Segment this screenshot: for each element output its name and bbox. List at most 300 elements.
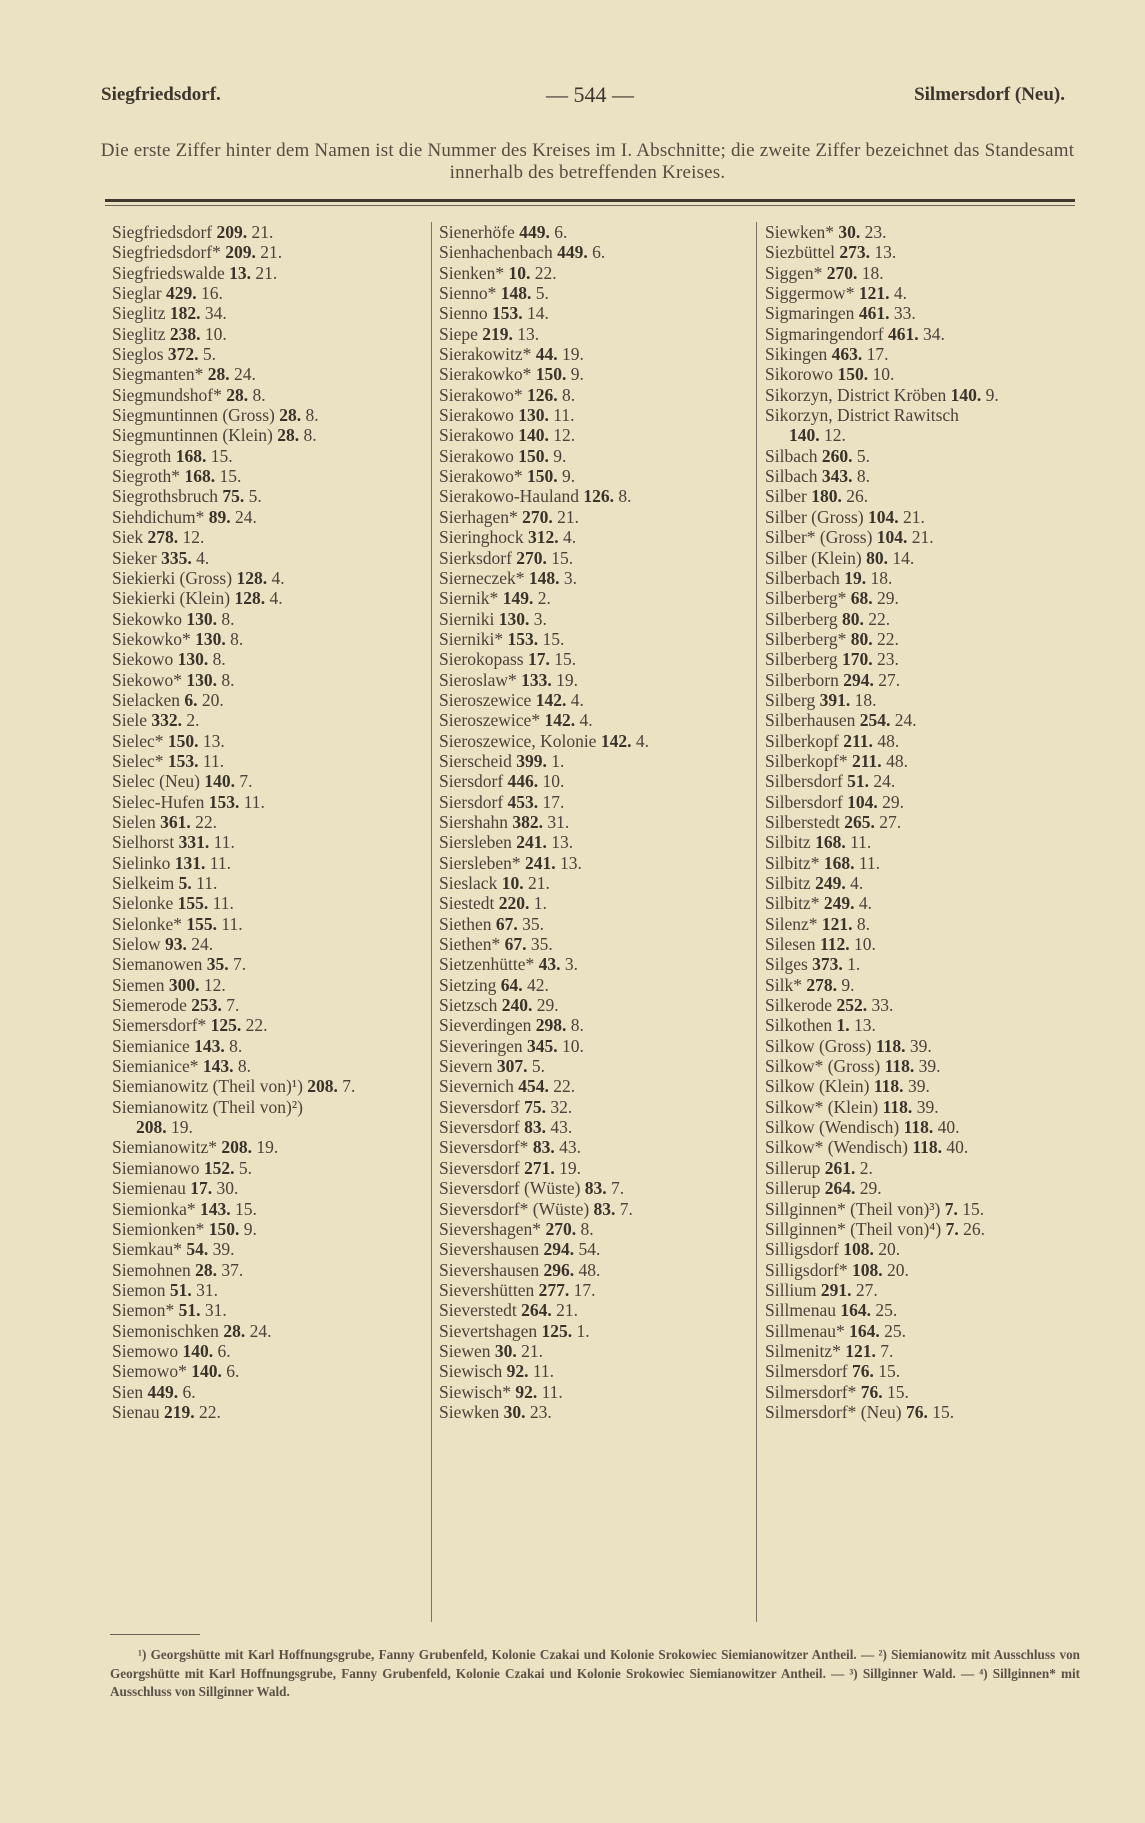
standesamt-number: 27. [855, 1279, 878, 1300]
kreis-number: 153. [507, 628, 539, 649]
index-entry [439, 771, 649, 791]
kreis-number: 51. [169, 1279, 192, 1300]
standesamt-number: 4. [850, 873, 864, 893]
place-name: Siershahn [439, 811, 509, 832]
index-entry [439, 690, 649, 710]
index-entry [439, 853, 649, 873]
header-rule-thin [105, 205, 1075, 206]
footnotes: ¹) Georgshütte mit Karl Hoffnungsgrube, Fanny Grubenfeld, Kolonie Czakai und Kolonie Srokowiec Siemianowitzer Antheil. — ²) Siemianowitz mit Ausschluss von Georgshütte mit Karl Hoffnungsgrube, Fanny Grubenfeld, Kolonie Czakai und Kolonie Srokowiec Siemianowitzer Antheil. — ³) Sillginner Wald. — ⁴) Sillginnen* mit Ausschluss von Sillginner Wald. [110, 1647, 1080, 1699]
place-name: Silbersdorf [765, 791, 843, 812]
kreis-number: 155. [177, 893, 209, 914]
index-entry [439, 1402, 649, 1422]
standesamt-number: 25. [875, 1300, 898, 1321]
index-entry [112, 1056, 355, 1076]
index-entry [765, 486, 999, 506]
place-name: Sienno* [439, 283, 497, 304]
place-name: Sielow [112, 934, 161, 955]
standesamt-number: 7. [239, 771, 253, 792]
kreis-number: 126. [583, 486, 614, 507]
place-name: Sigmaringendorf [765, 323, 884, 344]
place-name: Sikingen [765, 344, 828, 365]
standesamt-number: 13. [874, 242, 897, 263]
kreis-number: 142. [535, 689, 567, 710]
index-entry [112, 568, 355, 588]
index-entry [765, 934, 999, 954]
index-entry [112, 914, 355, 934]
kreis-number: 150. [167, 730, 199, 751]
kreis-number: 372. [167, 344, 199, 365]
standesamt-number: 10. [542, 771, 565, 792]
index-entry [112, 812, 355, 832]
index-entry [439, 873, 649, 893]
kreis-number: 128. [234, 588, 266, 609]
column-2 [439, 222, 649, 1422]
kreis-number: 75. [524, 1096, 546, 1117]
index-entry [439, 1382, 649, 1402]
standesamt-number: 24. [249, 1320, 272, 1341]
index-entry [765, 1402, 999, 1422]
place-name: Silberborn [765, 669, 839, 690]
standesamt-number: 24. [873, 771, 896, 792]
kreis-number: 264. [521, 1300, 552, 1321]
standesamt-number: 18. [861, 262, 884, 283]
kreis-number: 10. [508, 262, 531, 283]
index-entry [439, 1361, 649, 1381]
index-entry [765, 364, 999, 384]
place-name: Siewisch* [439, 1381, 511, 1402]
place-name: Silberkopf* [765, 750, 848, 771]
standesamt-number: 5. [248, 486, 262, 507]
place-name: Siegfriedsdorf [112, 222, 213, 242]
standesamt-number: 7. [233, 954, 247, 975]
column-divider [756, 222, 757, 1622]
index-entry [112, 507, 355, 527]
index-entry [765, 242, 999, 262]
standesamt-number: 40. [937, 1117, 960, 1138]
standesamt-number: 14. [892, 547, 915, 568]
standesamt-number: 29. [882, 791, 905, 812]
index-entry [112, 609, 355, 629]
kreis-number: 294. [543, 1239, 575, 1260]
kreis-number: 104. [876, 527, 908, 548]
kreis-number: 92. [515, 1381, 538, 1402]
place-name: Silligsdorf* [765, 1259, 848, 1280]
standesamt-number: 11. [212, 893, 234, 914]
index-entry [765, 975, 999, 995]
place-name: Sienken* [439, 262, 505, 283]
place-name: Siegfriedsdorf* [112, 242, 221, 263]
standesamt-number: 21. [911, 527, 934, 548]
standesamt-number: 22. [195, 811, 217, 832]
standesamt-number: 11. [196, 873, 218, 893]
place-name: Siersdorf [439, 771, 504, 792]
page-number: — 544 — [546, 82, 634, 107]
standesamt-number: 16. [200, 283, 223, 304]
kreis-number: 153. [208, 791, 240, 812]
place-name: Sieversdorf (Wüste) [439, 1178, 581, 1199]
index-entry [112, 670, 355, 690]
index-entry [439, 832, 649, 852]
kreis-number: 294. [843, 669, 874, 690]
index-entry [112, 975, 355, 995]
standesamt-number: 8. [305, 405, 319, 426]
index-entry [112, 283, 355, 303]
standesamt-number: 10. [561, 1035, 584, 1056]
standesamt-number: 9. [985, 384, 999, 405]
kreis-number: 153. [167, 750, 199, 771]
kreis-number: 152. [203, 1157, 235, 1178]
index-entry [439, 242, 649, 262]
index-entry [112, 588, 355, 608]
place-name: Sieglar [112, 283, 162, 304]
kreis-number: 80. [850, 628, 873, 649]
kreis-number: 128. [236, 567, 268, 588]
standesamt-number: 12. [182, 527, 205, 548]
standesamt-number: 11. [202, 750, 225, 771]
standesamt-number: 7. [619, 1198, 633, 1219]
standesamt-number: 7. [342, 1076, 356, 1097]
kreis-number: 140. [182, 1340, 214, 1361]
place-name: Sievernich [439, 1076, 514, 1097]
kreis-number: 7. [945, 1218, 959, 1239]
index-entry [439, 1036, 649, 1056]
place-name: Siethen* [439, 934, 501, 955]
index-entry [765, 609, 999, 629]
kreis-number: 182. [169, 303, 201, 324]
index-entry [765, 1199, 999, 1219]
kreis-number: 241. [516, 832, 547, 853]
kreis-number: 126. [526, 384, 558, 405]
index-entry [112, 934, 355, 954]
place-name: Sienhachenbach [439, 242, 553, 263]
standesamt-number: 3. [533, 608, 547, 629]
standesamt-number: 35. [522, 913, 544, 934]
index-entry [439, 263, 649, 283]
kreis-number: 118. [884, 1056, 915, 1077]
standesamt-number: 29. [536, 995, 559, 1016]
kreis-number: 261. [824, 1157, 856, 1178]
kreis-number: 164. [849, 1320, 880, 1341]
place-name: Siemionka* [112, 1198, 196, 1219]
place-name: Siemon* [112, 1300, 175, 1321]
index-entry [439, 1239, 649, 1259]
kreis-number: 1. [836, 1015, 850, 1036]
header-rule-thick [105, 199, 1075, 202]
place-name: Siemianowo [112, 1157, 200, 1178]
standesamt-number: 1. [847, 954, 861, 975]
standesamt-number: 4. [893, 283, 907, 304]
index-entry [439, 1199, 649, 1219]
standesamt-number: 34. [922, 323, 945, 344]
index-entry [765, 527, 999, 547]
index-entry [765, 995, 999, 1015]
place-name: Sieveringen [439, 1035, 523, 1056]
kreis-number: 264. [824, 1178, 856, 1199]
index-entry [439, 995, 649, 1015]
kreis-number: 260. [821, 445, 853, 466]
standesamt-number: 19. [256, 1137, 279, 1158]
place-name: Sikorzyn, District Kröben [765, 384, 947, 405]
index-entry [765, 466, 999, 486]
place-name: Silligsdorf [765, 1239, 839, 1260]
kreis-number: 296. [543, 1259, 575, 1280]
index-entry [112, 364, 355, 384]
index-entry [765, 588, 999, 608]
kreis-number: 453. [507, 791, 539, 812]
place-name: Silberg [765, 689, 816, 710]
kreis-number: 331. [178, 832, 210, 853]
column-3 [765, 222, 999, 1422]
standesamt-number: 15. [234, 1198, 257, 1219]
index-entry [112, 690, 355, 710]
standesamt-number: 42. [526, 974, 549, 995]
index-entry [112, 344, 355, 364]
standesamt-number: 17. [866, 344, 889, 365]
index-entry [439, 486, 649, 506]
standesamt-number: 35. [530, 934, 553, 955]
kreis-number: 140. [950, 384, 982, 405]
index-entry [765, 303, 999, 323]
kreis-number: 92. [506, 1361, 529, 1382]
index-entry [439, 548, 649, 568]
index-entry [765, 832, 999, 852]
standesamt-number: 24. [894, 710, 917, 731]
index-entry [439, 1097, 649, 1117]
standesamt-number: 4. [269, 588, 283, 609]
kreis-number: 83. [584, 1178, 607, 1199]
index-entry [765, 283, 999, 303]
standesamt-number: 8. [303, 425, 317, 446]
index-entry [439, 649, 649, 669]
kreis-number: 28. [223, 1320, 246, 1341]
place-name: Sillerup [765, 1157, 821, 1178]
place-name: Sieroszewice [439, 689, 532, 710]
place-name: Sieversdorf [439, 1157, 520, 1178]
index-entry [765, 324, 999, 344]
standesamt-number: 22. [876, 628, 899, 649]
place-name: Sielec (Neu) [112, 771, 200, 792]
place-name: Sierakowko* [439, 364, 532, 385]
kreis-number: 118. [882, 1096, 913, 1117]
kreis-number: 130. [498, 608, 530, 629]
standesamt-number: 1. [551, 750, 565, 771]
index-entry [112, 832, 355, 852]
index-entry [439, 466, 649, 486]
standesamt-number: 1. [533, 893, 547, 914]
index-entry [439, 1321, 649, 1341]
standesamt-number: 13. [853, 1015, 876, 1036]
kreis-number: 118. [912, 1137, 942, 1158]
standesamt-number: 12. [203, 974, 226, 995]
kreis-number: 209. [216, 222, 248, 242]
index-entry [439, 303, 649, 323]
place-name: Siemianowitz (Theil von)¹) [112, 1076, 303, 1097]
index-entry [112, 1280, 355, 1300]
standesamt-number: 11. [532, 1361, 555, 1382]
standesamt-number: 29. [859, 1178, 882, 1199]
place-name: Sievertshagen [439, 1320, 538, 1341]
kreis-number: 43. [538, 954, 561, 975]
kreis-number: 343. [821, 466, 853, 487]
kreis-number: 270. [826, 262, 858, 283]
index-entry [765, 344, 999, 364]
kreis-number: 463. [831, 344, 863, 365]
index-entry [112, 1341, 355, 1361]
kreis-number: 17. [190, 1178, 213, 1199]
index-entry [439, 710, 649, 730]
place-name: Siemianowitz* [112, 1137, 217, 1158]
index-entry [765, 1117, 999, 1137]
place-name: Sietzsch [439, 995, 498, 1016]
index-entry [439, 893, 649, 913]
standesamt-number: 8. [221, 608, 235, 629]
standesamt-number: 33. [893, 303, 916, 324]
place-name: Siemohnen [112, 1259, 191, 1280]
standesamt-number: 5. [531, 1056, 545, 1077]
index-entry [112, 548, 355, 568]
place-name: Siemersdorf* [112, 1015, 207, 1036]
standesamt-number: 11. [209, 852, 231, 873]
place-name: Siegmuntinnen (Gross) [112, 405, 275, 426]
place-name: Siggermow* [765, 283, 855, 304]
standesamt-number: 18. [854, 689, 877, 710]
kreis-number: 391. [819, 689, 851, 710]
kreis-number: 130. [177, 649, 209, 670]
standesamt-number: 40. [946, 1137, 969, 1158]
index-entry [439, 1137, 649, 1157]
place-name: Silbach [765, 445, 818, 466]
place-name: Sielinko [112, 852, 171, 873]
place-name: Siekierki (Klein) [112, 588, 231, 609]
index-entry [439, 629, 649, 649]
kreis-number: 28. [226, 384, 249, 405]
index-entry [765, 1300, 999, 1320]
kreis-number: 51. [847, 771, 870, 792]
kreis-number: 76. [860, 1381, 883, 1402]
index-entry [439, 324, 649, 344]
place-name: Sierakowitz* [439, 344, 532, 365]
index-entry [439, 934, 649, 954]
index-entry [112, 893, 355, 913]
index-entry [439, 1260, 649, 1280]
index-entry [112, 1036, 355, 1056]
index-entry [765, 568, 999, 588]
standesamt-number: 19. [561, 344, 584, 365]
standesamt-number: 3. [564, 954, 579, 975]
place-name: Sietzenhütte* [439, 954, 535, 975]
index-entry [765, 649, 999, 669]
kreis-number: 278. [147, 527, 179, 548]
kreis-number: 150. [837, 364, 869, 385]
place-name: Sienau [112, 1401, 160, 1422]
place-name: Siggen* [765, 262, 823, 283]
place-name: Sierhagen* [439, 506, 518, 527]
standesamt-number: 43. [550, 1117, 573, 1138]
place-name: Sillmenau* [765, 1320, 845, 1341]
kreis-number: 108. [852, 1259, 883, 1280]
index-entry [765, 1239, 999, 1259]
place-name: Siewken* [765, 222, 835, 242]
kreis-number: 104. [868, 506, 899, 527]
index-entry [439, 1341, 649, 1361]
kreis-number: 6. [184, 689, 198, 710]
place-name: Siekowo* [112, 669, 182, 690]
place-name: Silberkopf [765, 730, 839, 751]
kreis-number: 211. [843, 730, 873, 751]
index-entry [765, 1280, 999, 1300]
standesamt-number: 8. [212, 649, 226, 670]
place-name: Sierscheid [439, 750, 512, 771]
index-entry [765, 446, 999, 466]
standesamt-number: 6. [554, 222, 568, 242]
place-name: Silberberg [765, 649, 838, 670]
standesamt-number: 15. [887, 1381, 909, 1402]
place-name: Silbitz [765, 873, 811, 893]
kreis-number: 291. [820, 1279, 852, 1300]
standesamt-number: 4. [570, 689, 584, 710]
standesamt-number: 13. [560, 852, 582, 873]
place-name: Siethen [439, 913, 492, 934]
standesamt-number: 2. [537, 588, 551, 609]
standesamt-number: 8. [252, 384, 266, 405]
place-name: Sielec* [112, 750, 164, 771]
index-entry [112, 751, 355, 771]
standesamt-number: 14. [527, 303, 549, 324]
index-entry [112, 710, 355, 730]
place-name: Silkothen [765, 1015, 833, 1036]
index-entry [765, 1076, 999, 1096]
place-name: Sierniki* [439, 628, 504, 649]
place-name: Silkow (Wendisch) [765, 1117, 900, 1138]
standesamt-number: 1. [576, 1320, 590, 1341]
place-name: Sillerup [765, 1178, 821, 1199]
place-name: Sieroszewice* [439, 710, 541, 731]
place-name: Sikorzyn, District Rawitsch [765, 405, 959, 426]
kreis-number: 270. [516, 547, 547, 568]
place-name: Silber* (Gross) [765, 527, 873, 548]
index-entry [439, 731, 649, 751]
index-entry [439, 609, 649, 629]
standesamt-number: 17. [542, 791, 565, 812]
place-name: Silber (Gross) [765, 506, 864, 527]
place-name: Sielen [112, 811, 156, 832]
kreis-number: 273. [839, 242, 870, 263]
kreis-number: 211. [852, 750, 882, 771]
kreis-number: 150. [526, 466, 558, 487]
place-name: Sieringhock [439, 527, 524, 548]
standesamt-number: 11. [213, 832, 235, 853]
place-name: Sielhorst [112, 832, 175, 853]
place-name: Silkow* (Klein) [765, 1096, 879, 1117]
index-entry [439, 446, 649, 466]
standesamt-number: 5. [856, 445, 870, 466]
standesamt-number: 5. [238, 1157, 252, 1178]
kreis-number: 461. [858, 303, 890, 324]
standesamt-number: 4. [271, 567, 285, 588]
index-entry [439, 222, 649, 242]
index-entry [112, 425, 355, 445]
place-name: Siele [112, 710, 147, 731]
kreis-number: 164. [840, 1300, 871, 1321]
place-name: Siersleben [439, 832, 512, 853]
standesamt-number: 21. [255, 262, 278, 283]
standesamt-number: 20. [887, 1259, 909, 1280]
place-name: Sielacken [112, 689, 181, 710]
place-name: Siemen [112, 974, 165, 995]
place-name: Sieversdorf* (Wüste) [439, 1198, 590, 1219]
place-name: Siekowko* [112, 628, 191, 649]
standesamt-number: 7. [226, 995, 240, 1016]
